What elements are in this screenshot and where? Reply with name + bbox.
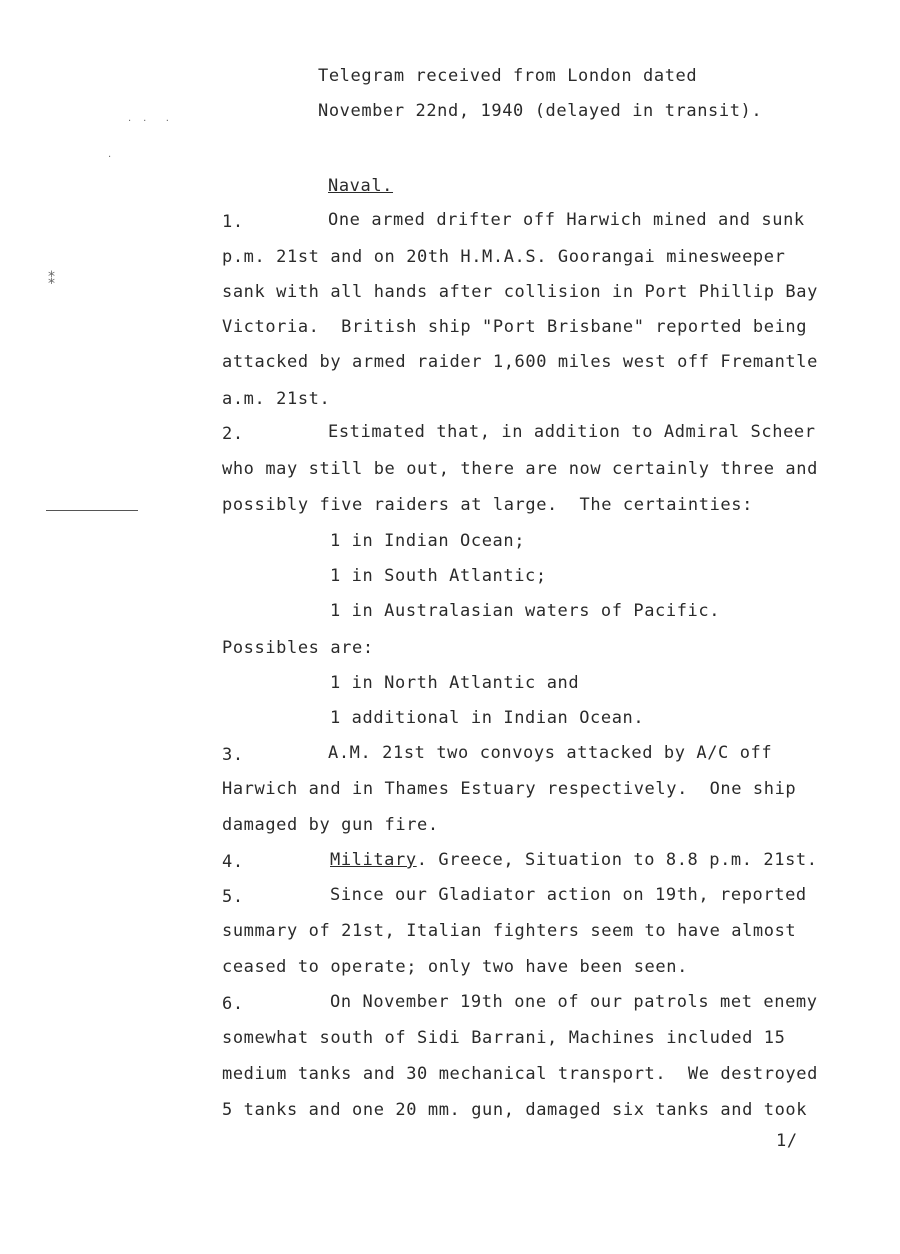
margin-rule — [46, 510, 138, 511]
paragraph-line: sank with all hands after collision in Port Phillip Bay — [222, 282, 818, 302]
margin-mark: ⁑ — [48, 272, 56, 288]
list-item: 1 in South Atlantic; — [330, 566, 547, 586]
page-marker: 1/ — [776, 1131, 798, 1151]
paragraph-line: 5 tanks and one 20 mm. gun, damaged six tanks and took — [222, 1100, 808, 1120]
paragraph-line: attacked by armed raider 1,600 miles west off Fremantle — [222, 352, 818, 372]
header-line-1: Telegram received from London dated — [318, 66, 698, 86]
paragraph-line: medium tanks and 30 mechanical transport. We destroyed — [222, 1064, 818, 1084]
list-item: 1 additional in Indian Ocean. — [330, 708, 645, 728]
paragraph-line: summary of 21st, Italian fighters seem to have almost — [222, 921, 797, 941]
paragraph-line: damaged by gun fire. — [222, 815, 439, 835]
paragraph-number: 4. — [222, 852, 244, 872]
paragraph-line: p.m. 21st and on 20th H.M.A.S. Goorangai minesweeper — [222, 247, 786, 267]
military-heading: Military — [330, 850, 417, 870]
header-line-2: November 22nd, 1940 (delayed in transit). — [318, 101, 763, 121]
margin-mark: · · · — [128, 116, 170, 127]
margin-mark: · — [108, 152, 112, 163]
paragraph-number: 2. — [222, 424, 244, 444]
possibles-label: Possibles are: — [222, 638, 374, 658]
paragraph-line: One armed drifter off Harwich mined and sunk — [328, 210, 805, 230]
paragraph-4-text — [330, 850, 818, 870]
list-item: 1 in Australasian waters of Pacific. — [330, 601, 721, 621]
paragraph-line: somewhat south of Sidi Barrani, Machines included 15 — [222, 1028, 786, 1048]
paragraph-number: 5. — [222, 887, 244, 907]
paragraph-line: Estimated that, in addition to Admiral Scheer — [328, 422, 816, 442]
paragraph-line: possibly five raiders at large. The certainties: — [222, 495, 753, 515]
paragraph-number: 3. — [222, 745, 244, 765]
paragraph-line: . Greece, Situation to 8.8 p.m. 21st. — [416, 850, 818, 870]
paragraph-line: On November 19th one of our patrols met enemy — [330, 992, 818, 1012]
paragraph-line: Victoria. British ship "Port Brisbane" reported being — [222, 317, 808, 337]
paragraph-number: 6. — [222, 994, 244, 1014]
list-item: 1 in North Atlantic and — [330, 673, 580, 693]
paragraph-line: who may still be out, there are now certainly three and — [222, 459, 818, 479]
paragraph-line: Since our Gladiator action on 19th, reported — [330, 885, 807, 905]
paragraph-line: Harwich and in Thames Estuary respectively. One ship — [222, 779, 797, 799]
section-heading: Naval. — [328, 176, 394, 196]
paragraph-line: a.m. 21st. — [222, 389, 331, 409]
paragraph-line: ceased to operate; only two have been seen. — [222, 957, 688, 977]
paragraph-number: 1. — [222, 212, 244, 232]
list-item: 1 in Indian Ocean; — [330, 531, 526, 551]
paragraph-line: A.M. 21st two convoys attacked by A/C off — [328, 743, 773, 763]
